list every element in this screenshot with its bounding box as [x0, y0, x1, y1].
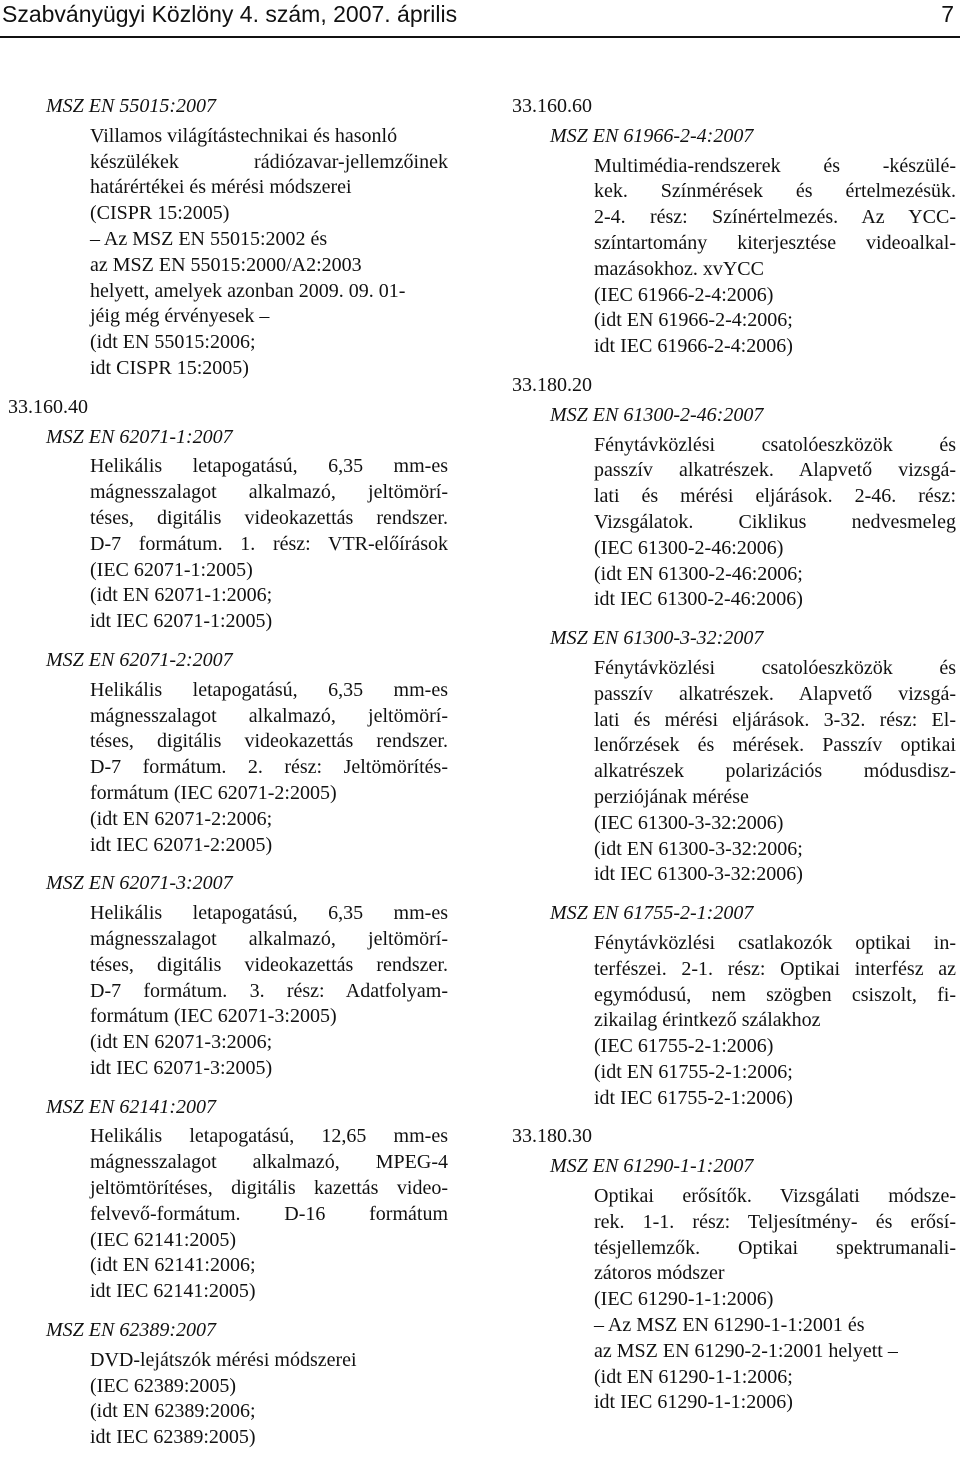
ics-code: 33.180.20: [512, 373, 592, 396]
description-line: jeltömtörítéses, digitális kazettás video-: [90, 1177, 448, 1200]
description-line: határértékei és mérési módszerei: [90, 176, 352, 199]
standard-entry: [512, 1154, 956, 1416]
description-line: (idt EN 62071-1:2006;: [90, 584, 273, 607]
description-line: téses, digitális videokazettás rendszer.: [90, 506, 448, 529]
description-line: tésjellemzők. Optikai spektrumanali-: [594, 1236, 956, 1259]
standard-id: MSZ EN 62071-3:2007: [46, 872, 233, 895]
standard-description: [550, 931, 956, 1112]
standard-id: MSZ EN 61755-2-1:2007: [550, 902, 754, 925]
description-line: zátoros módszer: [594, 1262, 725, 1285]
description-line: (IEC 62389:2005): [90, 1374, 237, 1397]
description-line: (idt EN 62071-2:2006;: [90, 807, 273, 830]
standard-entry: [8, 94, 448, 382]
description-line: lati és mérési eljárások. 3-32. rész: El-: [594, 708, 956, 731]
description-line: D-7 formátum. 2. rész: Jeltömörítés-: [90, 756, 448, 779]
standard-id: MSZ EN 61300-2-46:2007: [550, 403, 764, 426]
description-line: D-7 formátum. 3. rész: Adatfolyam-: [90, 979, 448, 1002]
description-line: (IEC 61290-1-1:2006): [594, 1288, 774, 1311]
standard-entry: [512, 901, 956, 1111]
description-line: (IEC 61966-2-4:2006): [594, 283, 774, 306]
standard-entry: [512, 403, 956, 613]
description-line: (IEC 61300-2-46:2006): [594, 536, 784, 559]
description-line: rek. 1-1. rész: Teljesítmény- és erősí-: [594, 1210, 956, 1233]
ics-section: [512, 1124, 956, 1416]
description-line: Helikális letapogatású, 12,65 mm-es: [90, 1125, 448, 1148]
description-line: mágnesszalagot alkalmazó, jeltömörí-: [90, 481, 448, 504]
description-line: jéig még érvényesek –: [90, 305, 270, 328]
standard-entry: [8, 648, 448, 858]
description-line: idt IEC 62071-1:2005): [90, 610, 273, 633]
standard-description: [550, 154, 956, 360]
standard-id: MSZ EN 62071-2:2007: [46, 648, 233, 671]
description-line: téses, digitális videokazettás rendszer.: [90, 953, 448, 976]
description-line: – Az MSZ EN 55015:2002 és: [90, 227, 328, 250]
page-number: 7: [941, 1, 954, 27]
description-line: lati és mérési eljárások. 2-46. rész:: [594, 485, 956, 508]
description-line: helyett, amelyek azonban 2009. 09. 01-: [90, 279, 406, 302]
description-line: téses, digitális videokazettás rendszer.: [90, 730, 448, 753]
description-line: Villamos világítástechnikai és hasonló: [90, 124, 398, 147]
description-line: idt IEC 62071-3:2005): [90, 1056, 273, 1079]
description-line: mazásokhoz. xvYCC: [594, 257, 764, 280]
description-line: D-7 formátum. 1. rész: VTR-előírások: [90, 532, 448, 555]
description-line: Fénytávközlési csatolóeszközök és: [594, 656, 956, 679]
standard-description: [550, 656, 956, 888]
description-line: idt IEC 61966-2-4:2006): [594, 335, 793, 358]
description-line: DVD-lejátszók mérési módszerei: [90, 1348, 357, 1371]
standard-description: [550, 1184, 956, 1416]
description-line: idt IEC 61290-1-1:2006): [594, 1391, 793, 1414]
standard-description: [46, 1348, 448, 1451]
description-line: idt IEC 61300-2-46:2006): [594, 588, 803, 611]
standard-description: [46, 678, 448, 859]
description-line: (IEC 61755-2-1:2006): [594, 1035, 774, 1058]
standard-id: MSZ EN 55015:2007: [46, 95, 216, 117]
description-line: passzív alkatrészek. Alapvető vizsgá-: [594, 682, 956, 705]
description-line: (CISPR 15:2005): [90, 202, 230, 225]
description-line: lenőrzések és mérések. Passzív optikai: [594, 734, 956, 757]
description-line: (IEC 62071-1:2005): [90, 558, 253, 581]
description-line: idt IEC 62389:2005): [90, 1426, 256, 1449]
description-line: Optikai erősítők. Vizsgálati módsze-: [594, 1185, 956, 1208]
description-line: Fénytávközlési csatlakozók optikai in-: [594, 931, 956, 954]
description-line: Helikális letapogatású, 6,35 mm-es: [90, 678, 448, 701]
left-column: [8, 94, 448, 1464]
right-column: [512, 94, 956, 1429]
ics-code: 33.160.60: [512, 95, 592, 117]
description-line: Helikális letapogatású, 6,35 mm-es: [90, 902, 448, 925]
description-line: (idt EN 55015:2006;: [90, 331, 256, 354]
description-line: – Az MSZ EN 61290-1-1:2001 és: [594, 1314, 865, 1337]
description-line: idt IEC 62071-2:2005): [90, 833, 273, 856]
description-line: (idt EN 61300-3-32:2006;: [594, 837, 803, 860]
description-line: idt IEC 62141:2005): [90, 1280, 256, 1303]
standard-id: MSZ EN 62389:2007: [46, 1319, 216, 1342]
description-line: idt IEC 61755-2-1:2006): [594, 1086, 793, 1109]
standard-id: MSZ EN 61966-2-4:2007: [550, 124, 754, 147]
description-line: (idt EN 61966-2-4:2006;: [594, 309, 793, 332]
ics-section: [8, 395, 448, 1451]
ics-code: 33.160.40: [8, 395, 88, 418]
description-line: mágnesszalagot alkalmazó, MPEG-4: [90, 1151, 448, 1174]
description-line: Helikális letapogatású, 6,35 mm-es: [90, 455, 448, 478]
description-line: (idt EN 61290-1-1:2006;: [594, 1365, 793, 1388]
description-line: idt CISPR 15:2005): [90, 356, 249, 379]
standard-entry: [8, 1318, 448, 1451]
description-line: mágnesszalagot alkalmazó, jeltömörí-: [90, 927, 448, 950]
description-line: egymódusú, nem szögben csiszolt, fi-: [594, 983, 956, 1006]
description-line: az MSZ EN 61290-2-1:2001 helyett –: [594, 1339, 898, 1362]
description-line: alkatrészek polarizációs módusdisz-: [594, 760, 956, 783]
description-line: perziójának mérése: [594, 785, 749, 808]
description-line: (idt EN 62389:2006;: [90, 1400, 256, 1423]
standard-description: [46, 1124, 448, 1305]
description-line: felvevő-formátum. D-16 formátum: [90, 1202, 448, 1225]
standard-id: MSZ EN 61300-3-32:2007: [550, 627, 764, 650]
description-line: mágnesszalagot alkalmazó, jeltömörí-: [90, 704, 448, 727]
standard-description: [46, 124, 448, 382]
standard-entry: [512, 124, 956, 360]
description-line: idt IEC 61300-3-32:2006): [594, 863, 803, 886]
description-line: formátum (IEC 62071-3:2005): [90, 1005, 337, 1028]
description-line: (idt EN 61755-2-1:2006;: [594, 1060, 793, 1083]
description-line: Multimédia-rendszerek és -készülé-: [594, 154, 956, 177]
description-line: (IEC 61300-3-32:2006): [594, 811, 784, 834]
header-rule: [0, 36, 960, 38]
description-line: terfészei. 2-1. rész: Optikai interfész az: [594, 957, 956, 980]
standard-description: [46, 901, 448, 1082]
standard-id: MSZ EN 61290-1-1:2007: [550, 1155, 754, 1178]
standard-entry: [8, 1095, 448, 1305]
description-line: (idt EN 62141:2006;: [90, 1254, 256, 1277]
journal-title: Szabványügyi Közlöny 4. szám, 2007. április: [2, 1, 458, 27]
ics-section: [512, 94, 956, 360]
standard-description: [550, 433, 956, 614]
description-line: (IEC 62141:2005): [90, 1228, 237, 1251]
standard-description: [46, 454, 448, 635]
ics-code: 33.180.30: [512, 1125, 592, 1148]
standard-entry: [512, 626, 956, 888]
standard-id: MSZ EN 62141:2007: [46, 1095, 216, 1118]
description-line: formátum (IEC 62071-2:2005): [90, 781, 337, 804]
description-line: 2-4. rész: Színértelmezés. Az YCC-: [594, 206, 956, 229]
description-line: Vizsgálatok. Ciklikus nedvesmeleg: [594, 510, 956, 533]
description-line: (idt EN 62071-3:2006;: [90, 1031, 273, 1054]
standard-id: MSZ EN 62071-1:2007: [46, 425, 233, 448]
page-header: [0, 0, 960, 36]
description-line: (idt EN 61300-2-46:2006;: [594, 562, 803, 585]
description-line: passzív alkatrészek. Alapvető vizsgá-: [594, 459, 956, 482]
description-line: készülékek rádiózavar-jellemzőinek: [90, 150, 448, 173]
ics-section: [512, 373, 956, 1112]
standard-entry: [8, 871, 448, 1081]
description-line: kek. Színmérések és értelmezésük.: [594, 180, 956, 203]
description-line: az MSZ EN 55015:2000/A2:2003: [90, 253, 362, 276]
description-line: színtartomány kiterjesztése videoalkal-: [594, 231, 956, 254]
standard-entry: [8, 425, 448, 635]
description-line: Fénytávközlési csatolóeszközök és: [594, 433, 956, 456]
description-line: zikailag érintkező szálakhoz: [594, 1009, 821, 1032]
